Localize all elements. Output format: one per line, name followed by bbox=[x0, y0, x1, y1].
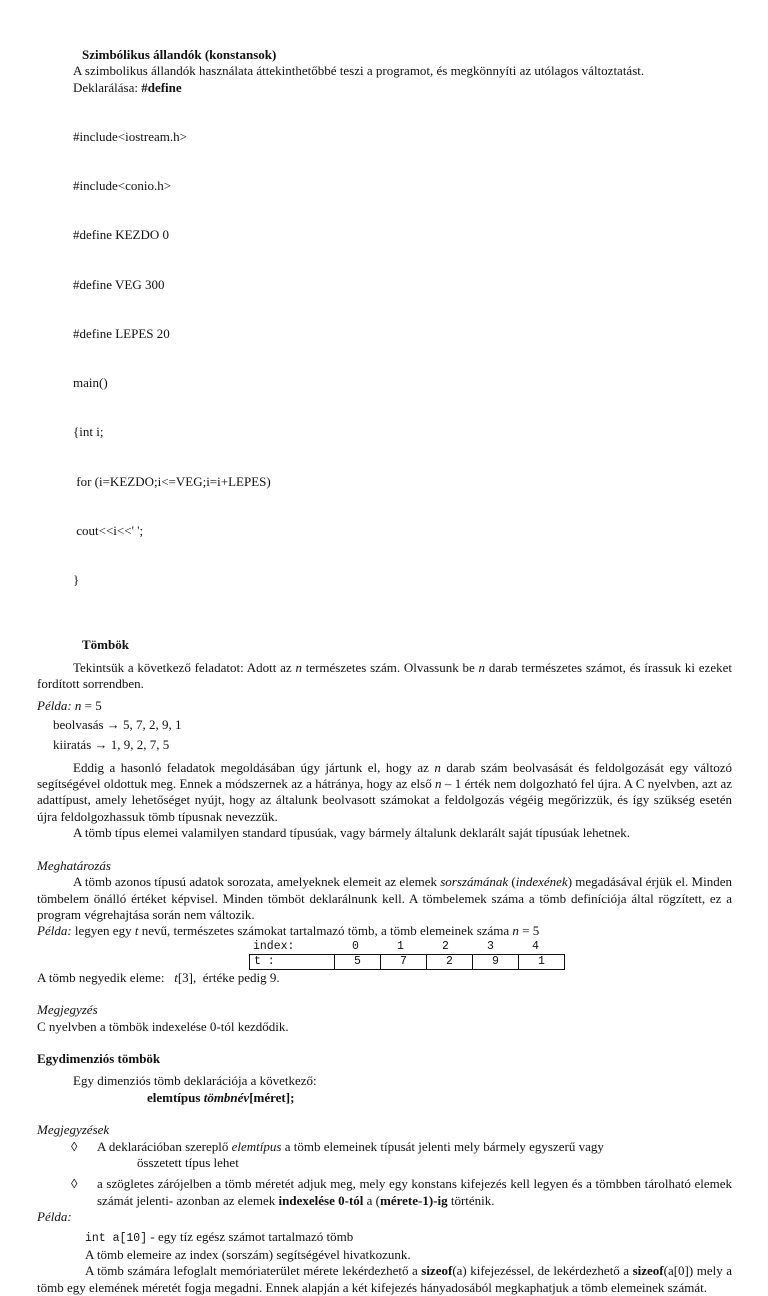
index-cell: 0 bbox=[352, 939, 359, 953]
code-line: main() bbox=[73, 375, 108, 391]
fourth-element-line: A tömb negyedik eleme: t[3], értéke pedig 9. bbox=[37, 969, 280, 985]
example-line: Példa: n = 5 bbox=[37, 698, 102, 714]
code-line: #define KEZDO 0 bbox=[73, 227, 170, 243]
constants-intro: A szimbolikus állandók használata áttekinthetőbbé teszi a programot, és megkönnyíti az utólagos változtatást. bbox=[73, 63, 645, 79]
example-index-line: A tömb elemeire az index (sorszám) segítségével hivatkozunk. bbox=[85, 1247, 411, 1262]
notes-title: Megjegyzések bbox=[37, 1122, 110, 1138]
index-cell: 3 bbox=[487, 939, 494, 953]
list-item: ◊ A deklarációban szereplő elemtípus a tömb elemeinek típusát jelenti mely bármely egyszerű vagy összetett típus lehet bbox=[71, 1138, 604, 1170]
definition-title: Meghatározás bbox=[37, 857, 111, 873]
definition-paragraph: A tömb azonos típusú adatok sorozata, amelyeknek elemeit az elemek sorszámának (indexének) megadásával érjük el. Minden tömbelem önálló értéket képvisel. Minden tömböt deklarálnunk kell. A tömbelemek száma a tömb definíciója által rögzített, ez a program végrehajtása során nem változik. bbox=[37, 874, 732, 922]
arrays-type-paragraph: A tömb típus elemei valamilyen standard típusúak, vagy bármely általunk deklarált saját típusúak lehetnek. bbox=[73, 825, 631, 841]
array-name-cell: t : bbox=[250, 954, 335, 969]
declaration-line bbox=[37, 80, 732, 96]
section-title-constants: Szimbólikus állandók (konstansok) bbox=[82, 47, 277, 62]
note-title: Megjegyzés bbox=[37, 1002, 98, 1018]
arrays-explanation-paragraph: Eddig a hasonló feladatok megoldásában úgy jártunk el, hogy az n darab szám beolvasását és feldolgozását egy változó segítségével oldottuk meg. Ennek a módszernek az a hátránya, hogy az első n – 1 érték nem dolgozható fel újra. A C nyelvben, azt az adattípust, amely lehetőséget nyújt, hogy az általunk beolvasott számokat a feldolgozás végéig megőrizzük, és így szükség esetén újra feldolgozhassuk tömb típusnak nevezzük. bbox=[37, 759, 733, 824]
array-value-cell: 2 bbox=[427, 954, 473, 969]
document-page bbox=[37, 47, 732, 1296]
code-line: {int i; bbox=[73, 424, 104, 440]
code-line: #include<conio.h> bbox=[73, 178, 172, 194]
code-line: #include<iostream.h> bbox=[73, 129, 187, 145]
declaration-syntax: elemtípus tömbnév[méret]; bbox=[147, 1089, 295, 1105]
declaration-keyword: #define bbox=[141, 79, 182, 95]
example-code-line: int a[10] - egy tíz egész számot tartalmazó tömb bbox=[85, 1228, 354, 1245]
code-line: for (i=KEZDO;i<=VEG;i=i+LEPES) bbox=[73, 473, 271, 489]
index-cell: 4 bbox=[532, 939, 539, 953]
diamond-bullet-icon: ◊ bbox=[71, 1176, 78, 1192]
index-cell: 1 bbox=[397, 939, 404, 953]
notes-list bbox=[37, 1139, 732, 1210]
array-value-cell: 5 bbox=[335, 954, 381, 969]
array-value-cell: 7 bbox=[381, 954, 427, 969]
index-row bbox=[249, 940, 558, 954]
sizeof-paragraph: A tömb számára lefoglalt memóriaterület mérete lekérdezhető a sizeof(a) kifejezéssel, de lekérdezhető a sizeof(a[0]) mely a tömb egy elemének méretét fogja megadni. Ennek alapján a két kifejezés hányadosából megkaphatjuk a tömb elemeinek számát. bbox=[37, 1263, 732, 1295]
code-line: #define LEPES 20 bbox=[73, 325, 170, 341]
array-values-table bbox=[249, 954, 565, 970]
declaration-prefix: Deklarálása: bbox=[73, 79, 142, 95]
code-line: cout<<i<<' '; bbox=[73, 522, 144, 538]
section-title-arrays: Tömbök bbox=[82, 637, 129, 653]
arrays-task-paragraph: Tekintsük a következő feladatot: Adott az n természetes szám. Olvassunk be n darab természetes számot, és írassuk ki ezeket fordított sorrendben. bbox=[37, 659, 732, 692]
array-example-line: Példa: legyen egy t nevű, természetes számokat tartalmazó tömb, a tömb elemeinek száma n = 5 bbox=[37, 923, 540, 939]
array-value-cell: 9 bbox=[473, 954, 519, 969]
code-line: } bbox=[73, 572, 80, 587]
list-item: ◊ a szögletes zárójelben a tömb méretét adjuk meg, mely egy konstans kifejezés kell legyen és a tömbben tárolható elemek számát jelenti- azonban az elemek indexelése 0-tól a (mérete-1)-ig történik. bbox=[71, 1176, 732, 1208]
array-value-cell: 1 bbox=[519, 954, 565, 969]
index-label: index: bbox=[253, 939, 295, 953]
index-cell: 2 bbox=[442, 939, 449, 953]
read-line: beolvasás → 5, 7, 2, 9, 1 bbox=[53, 716, 182, 732]
print-line: kiiratás → 1, 9, 2, 7, 5 bbox=[53, 737, 170, 753]
section-title-one-dim-arrays: Egydimenziós tömbök bbox=[37, 1050, 161, 1066]
array-diagram bbox=[37, 940, 732, 970]
code-listing bbox=[37, 96, 732, 621]
one-dim-intro: Egy dimenziós tömb deklarációja a következő: bbox=[73, 1073, 317, 1089]
diamond-bullet-icon: ◊ bbox=[71, 1138, 78, 1154]
example-title: Példa: bbox=[37, 1209, 72, 1225]
note-text: C nyelvben a tömbök indexelése 0-tól kezdődik. bbox=[37, 1018, 289, 1034]
code-line: #define VEG 300 bbox=[73, 276, 165, 292]
